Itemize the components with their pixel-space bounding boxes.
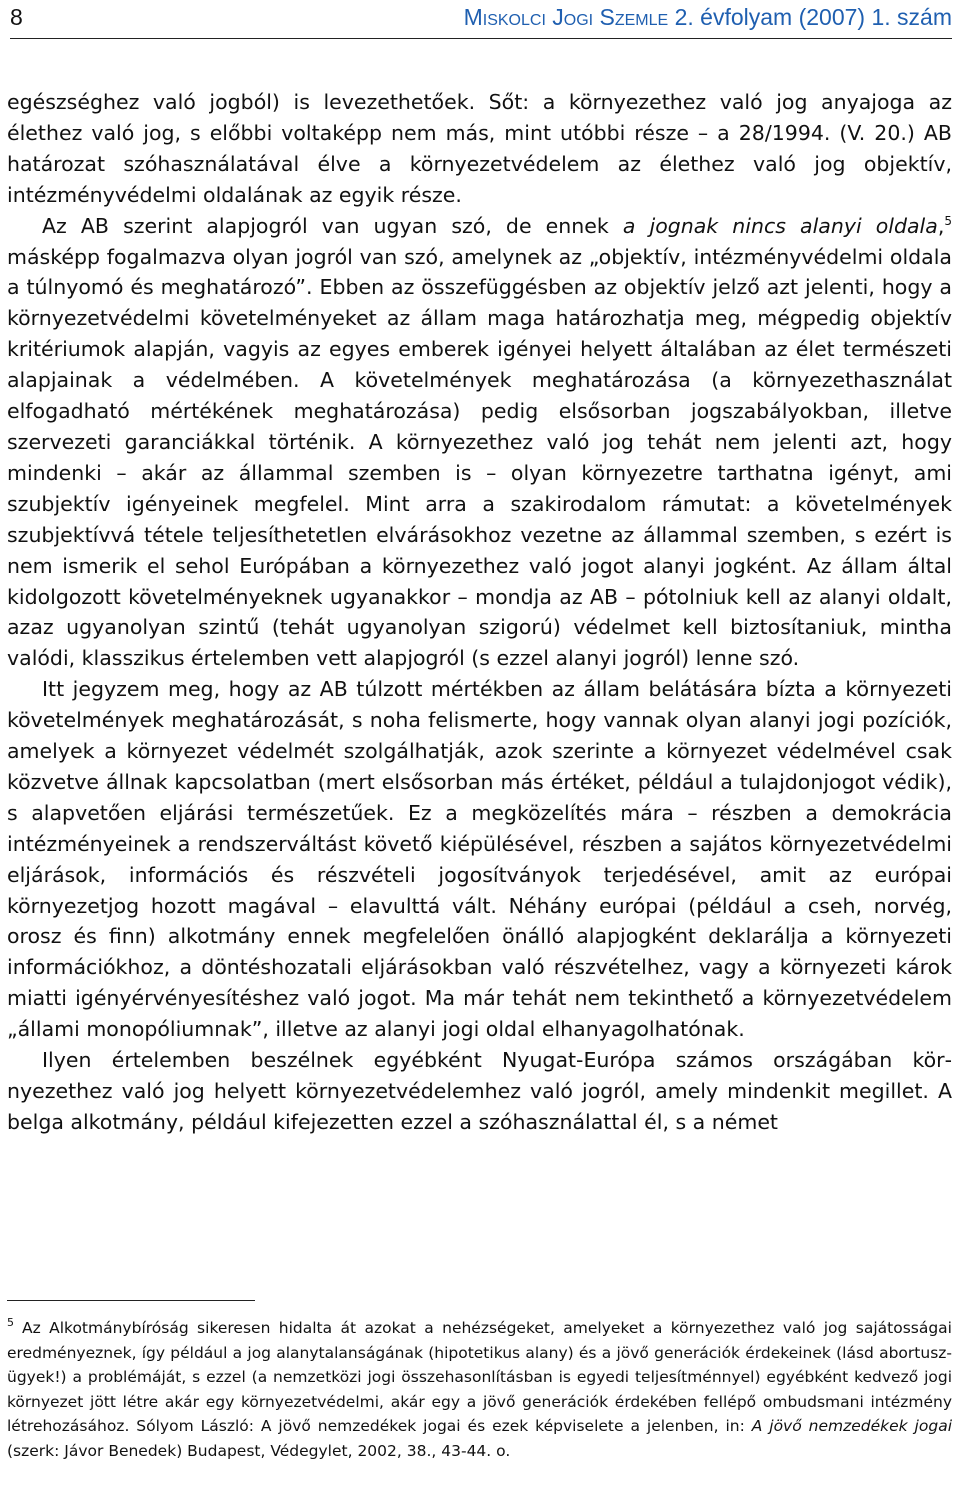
footnote bbox=[7, 1316, 952, 1464]
footnote-number: 5 bbox=[7, 1316, 14, 1329]
footnote-cited-title: A jövő nemzedékek jogai bbox=[751, 1417, 952, 1436]
footnote-reference[interactable]: 5 bbox=[944, 213, 952, 228]
paragraph-4: Ilyen értelemben beszélnek egyébként Nyugat-Európa számos országában környezethez való jog helyett környezetvédelemhez való jogról, amely mindenkit megillet. A belga alkotmány, például kifejezetten ezzel a szóhasználattal él, s a német bbox=[7, 1048, 952, 1134]
paragraph-3: Itt jegyzem meg, hogy az AB túlzott mértékben az állam belátására bízta a környezeti követelmények meghatározását, s noha felismerte, hogy vannak olyan alanyi jogi pozíciók, amelyek a környezet védelmét szolgálhatják, azok szerinte a környezet védelmével csak közvetve állnak kapcsolatban (mert elsősorban más értéket, például a tulajdonjogot védik), s alapvetően eljárási természetűek. Ez a megközelítés mára – részben a demokrácia intézményeinek a rendszerváltást követő kiépülésével, részben a sajátos környezetvédelmi eljárások, információs és részvételi jogosítványok terjedésével, amit az európai környezetjog hozott magával – elavulttá vált. Néhány európai (például a cseh, norvég, orosz és finn) alkotmány ennek megfelelően önálló alapjogként deklarálja a környezeti információkhoz, a döntéshozatali eljárásokban való részvételhez, vagy a környezeti károk miatti igényérvényesítéshez való jogot. Ma már tehát nem tekinthető a környezetvédelem „állami monopóliumnak”, illetve az alanyi jogi oldal elhanyagolhatónak. bbox=[7, 677, 952, 1042]
footnote-text: Az Alkotmánybíróság sikeresen hidalta át azokat a nehézségeket, amelyeket a környezethez való jog sajátosságai eredményeznek, így például a jog alanytalanságának (hipotetikus alany) és a jövő generációk érdekeinek (lásd abortusz-ügyek!) a problémáját, s ezzel (a nemzetközi jogi összehasonlításban is egyedi teljesítménnyel) egyébként kedvező jogi környezet jött létre akár egy környezetvédelmi, akár egy a jövő generációk érdekében fellépő ombudsmani intézmény létrehozásához. Sólyom László: A jövő nemzedékek jogai és ezek képviselete a jelenben, in: bbox=[7, 1319, 952, 1436]
footnote-separator bbox=[7, 1300, 255, 1301]
running-header bbox=[10, 0, 952, 44]
page-number: 8 bbox=[10, 4, 23, 30]
journal-issue: 2. évfolyam (2007) 1. szám bbox=[674, 4, 952, 30]
paragraph-1: egészséghez való jogból) is levezethetőek. Sőt: a környezethez való jog anyajoga az élethez való jog, s előbbi voltaképp nem más, mint utóbbi része – a 28/1994. (V. 20.) AB határozat szóhasználatával élve a környezetvédelem az élethez való jog objektív, intézményvédelmi oldalának az egyik része. bbox=[7, 90, 952, 207]
footnote-text-end: (szerk: Jávor Benedek) Budapest, Védegylet, 2002, 38., 43-44. o. bbox=[7, 1441, 511, 1460]
paragraph-2-rest: másképp fogalmazva olyan jogról van szó, amelynek az „objektív, intézményvédelmi oldala a túlnyomó és meghatározó”. Ebben az összefüggésben az objektív jelző azt jelenti, hogy a környezetvédelmi követelményeket az állam maga határozhatja meg, mégpedig objektív kritériumok alapján, vagyis az egyes emberek igényei helyett általában az élet természeti alapjainak a védelmében. A követelmények meghatározása (a környezethasználat elfogadható mértékének meghatározása) pedig elsősorban jogszabályokban, illetve szervezeti garanciákkal történik. A környezethez való jog tehát nem jelenti azt, hogy mindenki – akár az állammal szemben is – olyan környezetre tarthatna igényt, ami szubjektív igényeinek megfelel. Mint arra a szakirodalom rámutat: a követelmények szubjektívvá tétele teljesíthetetlen elvárásokhoz vezetne az állammal szemben, s ezért is nem ismerik el sehol Európában a környezethez való jogot alanyi jogként. Az állam által kidolgozott követelményeknek ugyanakkor – mondja az AB – pótolniuk kell az alanyi oldalt, azaz ugyanolyan szintű (tehát ugyanolyan szigorú) védelmet kell biztosítaniuk, mintha valódi, klasszikus értelemben vett alapjogról (s ezzel alanyi jogról) lenne szó. bbox=[7, 244, 952, 671]
emphasis-text: a jognak nincs alanyi oldala bbox=[622, 213, 938, 238]
paragraph-2-comma: , bbox=[937, 213, 945, 238]
header-rule bbox=[10, 38, 952, 39]
journal-running-title bbox=[464, 4, 952, 31]
footnote-5 bbox=[7, 1316, 952, 1464]
journal-title: Miskolci Jogi Szemle bbox=[463, 4, 669, 30]
paragraph-2-lead: Az AB szerint alapjogról van ugyan szó, de ennek bbox=[42, 213, 623, 238]
paragraph-2 bbox=[7, 211, 952, 675]
main-text bbox=[7, 87, 952, 1138]
